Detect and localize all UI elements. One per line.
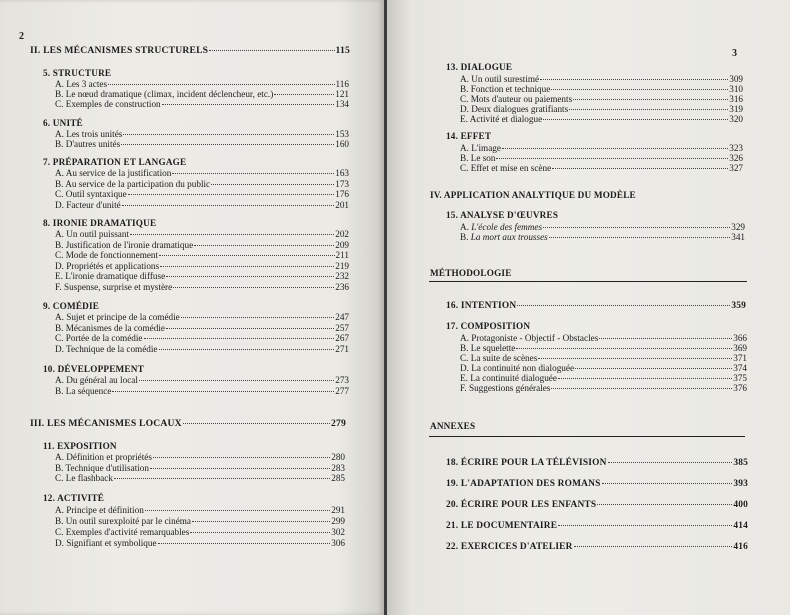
- chapter-title: 9. COMÉDIE: [43, 301, 100, 311]
- toc-entry: D. Deux dialogues gratifiants 319: [460, 104, 743, 114]
- toc-entry: A. Protagoniste - Objectif - Obstacles 366: [460, 333, 747, 343]
- toc-entry: A. Un outil surestimé 309: [460, 74, 743, 84]
- chapter-title: 15. ANALYSE D'ŒUVRES: [446, 210, 559, 220]
- toc-entry: B. D'autres unités 160: [55, 139, 349, 149]
- section-rule: [429, 281, 747, 282]
- toc-entry: B. Technique d'utilisation 283: [55, 463, 345, 473]
- toc-entry: A. L'image 323: [460, 143, 743, 153]
- toc-entry: A. Les trois unités 153: [55, 129, 349, 139]
- toc-entry: D. Technique de la comédie 271: [55, 344, 349, 354]
- part-heading: IV. APPLICATION ANALYTIQUE DU MODÈLE: [430, 190, 636, 200]
- toc-entry: B. Mécanismes de la comédie 257: [55, 323, 349, 333]
- toc-entry: E. Activité et dialogue 320: [460, 114, 743, 124]
- toc-entry: D. Propriétés et applications 219: [55, 261, 349, 271]
- section-heading: MÉTHODOLOGIE: [430, 268, 512, 278]
- toc-entry: C. Exemples de construction 134: [55, 99, 349, 109]
- toc-entry: C. Effet et mise en scène 327: [460, 163, 743, 173]
- toc-entry: B. Un outil surexploité par le cinéma 299: [55, 516, 345, 526]
- toc-entry: B. Le squelette 369: [460, 343, 747, 353]
- toc-chapter-entry: 16. INTENTION 359: [446, 301, 746, 311]
- toc-entry: C. Outil syntaxique 176: [55, 189, 349, 199]
- chapter-title: 7. PRÉPARATION ET LANGAGE: [43, 157, 187, 167]
- toc-entry: C. Mode de fonctionnement 211: [55, 250, 349, 260]
- toc-chapter-entry: 22. EXERCICES D'ATELIER 416: [446, 542, 748, 552]
- chapter-title: 14. EFFET: [446, 131, 492, 141]
- toc-entry: B. Le son 326: [460, 153, 743, 163]
- toc-entry: D. La continuité non dialoguée 374: [460, 363, 747, 373]
- right-page: [387, 0, 790, 615]
- toc-chapter-entry: 21. LE DOCUMENTAIRE 414: [446, 521, 748, 531]
- chapter-title: 11. EXPOSITION: [43, 441, 117, 451]
- toc-entry: A. Sujet et principe de la comédie 247: [55, 312, 349, 322]
- toc-entry: C. La suite de scènes 371: [460, 353, 747, 363]
- chapter-title: 13. DIALOGUE: [446, 62, 513, 72]
- toc-entry: E. La continuité dialoguée 375: [460, 373, 747, 383]
- left-page: [0, 0, 384, 615]
- chapter-title: 6. UNITÉ: [43, 118, 83, 128]
- toc-entry: D. Signifiant et symbolique 306: [55, 538, 345, 548]
- toc-entry: B. Justification de l'ironie dramatique 209: [55, 240, 349, 250]
- toc-entry: C. Mots d'auteur ou paiements 316: [460, 94, 743, 104]
- toc-entry: A. Du général au local 273: [55, 375, 349, 385]
- page-number: 2: [19, 31, 24, 42]
- chapter-title: 12. ACTIVITÉ: [43, 493, 105, 503]
- part-heading: II. LES MÉCANISMES STRUCTURELS 115: [30, 45, 350, 56]
- chapter-title: 8. IRONIE DRAMATIQUE: [43, 218, 157, 228]
- chapter-title: 10. DÉVELOPPEMENT: [43, 364, 144, 374]
- toc-entry: C. Le flashback 285: [55, 473, 345, 483]
- page-number: 3: [732, 48, 737, 59]
- toc-entry: C. Portée de la comédie 267: [55, 333, 349, 343]
- toc-chapter-entry: 20. ÉCRIRE POUR LES ENFANTS 400: [446, 500, 748, 510]
- toc-entry: A. Définition et propriétés 280: [55, 452, 345, 462]
- toc-entry: A. L'école des femmes 329: [460, 222, 745, 232]
- part-heading: III. LES MÉCANISMES LOCAUX 279: [30, 418, 346, 429]
- section-heading: ANNEXES: [430, 421, 476, 431]
- toc-entry: A. Un outil puissant 202: [55, 229, 349, 239]
- toc-entry: F. Suggestions générales 376: [460, 383, 747, 393]
- toc-entry: C. Exemples d'activité remarquables 302: [55, 527, 345, 537]
- toc-chapter-entry: 19. L'ADAPTATION DES ROMANS 393: [446, 479, 748, 489]
- toc-entry: B. La séquence 277: [55, 386, 349, 396]
- toc-chapter-entry: 18. ÉCRIRE POUR LA TÉLÉVISION 385: [446, 458, 748, 468]
- chapter-title: 5. STRUCTURE: [43, 68, 112, 78]
- toc-entry: A. Les 3 actes 116: [55, 79, 349, 89]
- toc-entry: B. La mort aux trousses 341: [460, 232, 745, 242]
- toc-entry: D. Facteur d'unité 201: [55, 200, 349, 210]
- toc-entry: B. Au service de la participation du public 173: [55, 179, 349, 189]
- toc-entry: B. Fonction et technique 310: [460, 84, 743, 94]
- toc-entry: A. Principe et définition 291: [55, 505, 345, 515]
- section-rule: [429, 436, 745, 437]
- toc-entry: A. Au service de la justification 163: [55, 168, 349, 178]
- toc-entry: B. Le nœud dramatique (climax, incident déclencheur, etc.) 121: [55, 89, 349, 99]
- toc-entry: F. Suspense, surprise et mystère 236: [55, 282, 349, 292]
- chapter-title: 17. COMPOSITION: [446, 321, 531, 331]
- toc-entry: E. L'ironie dramatique diffuse 232: [55, 271, 349, 281]
